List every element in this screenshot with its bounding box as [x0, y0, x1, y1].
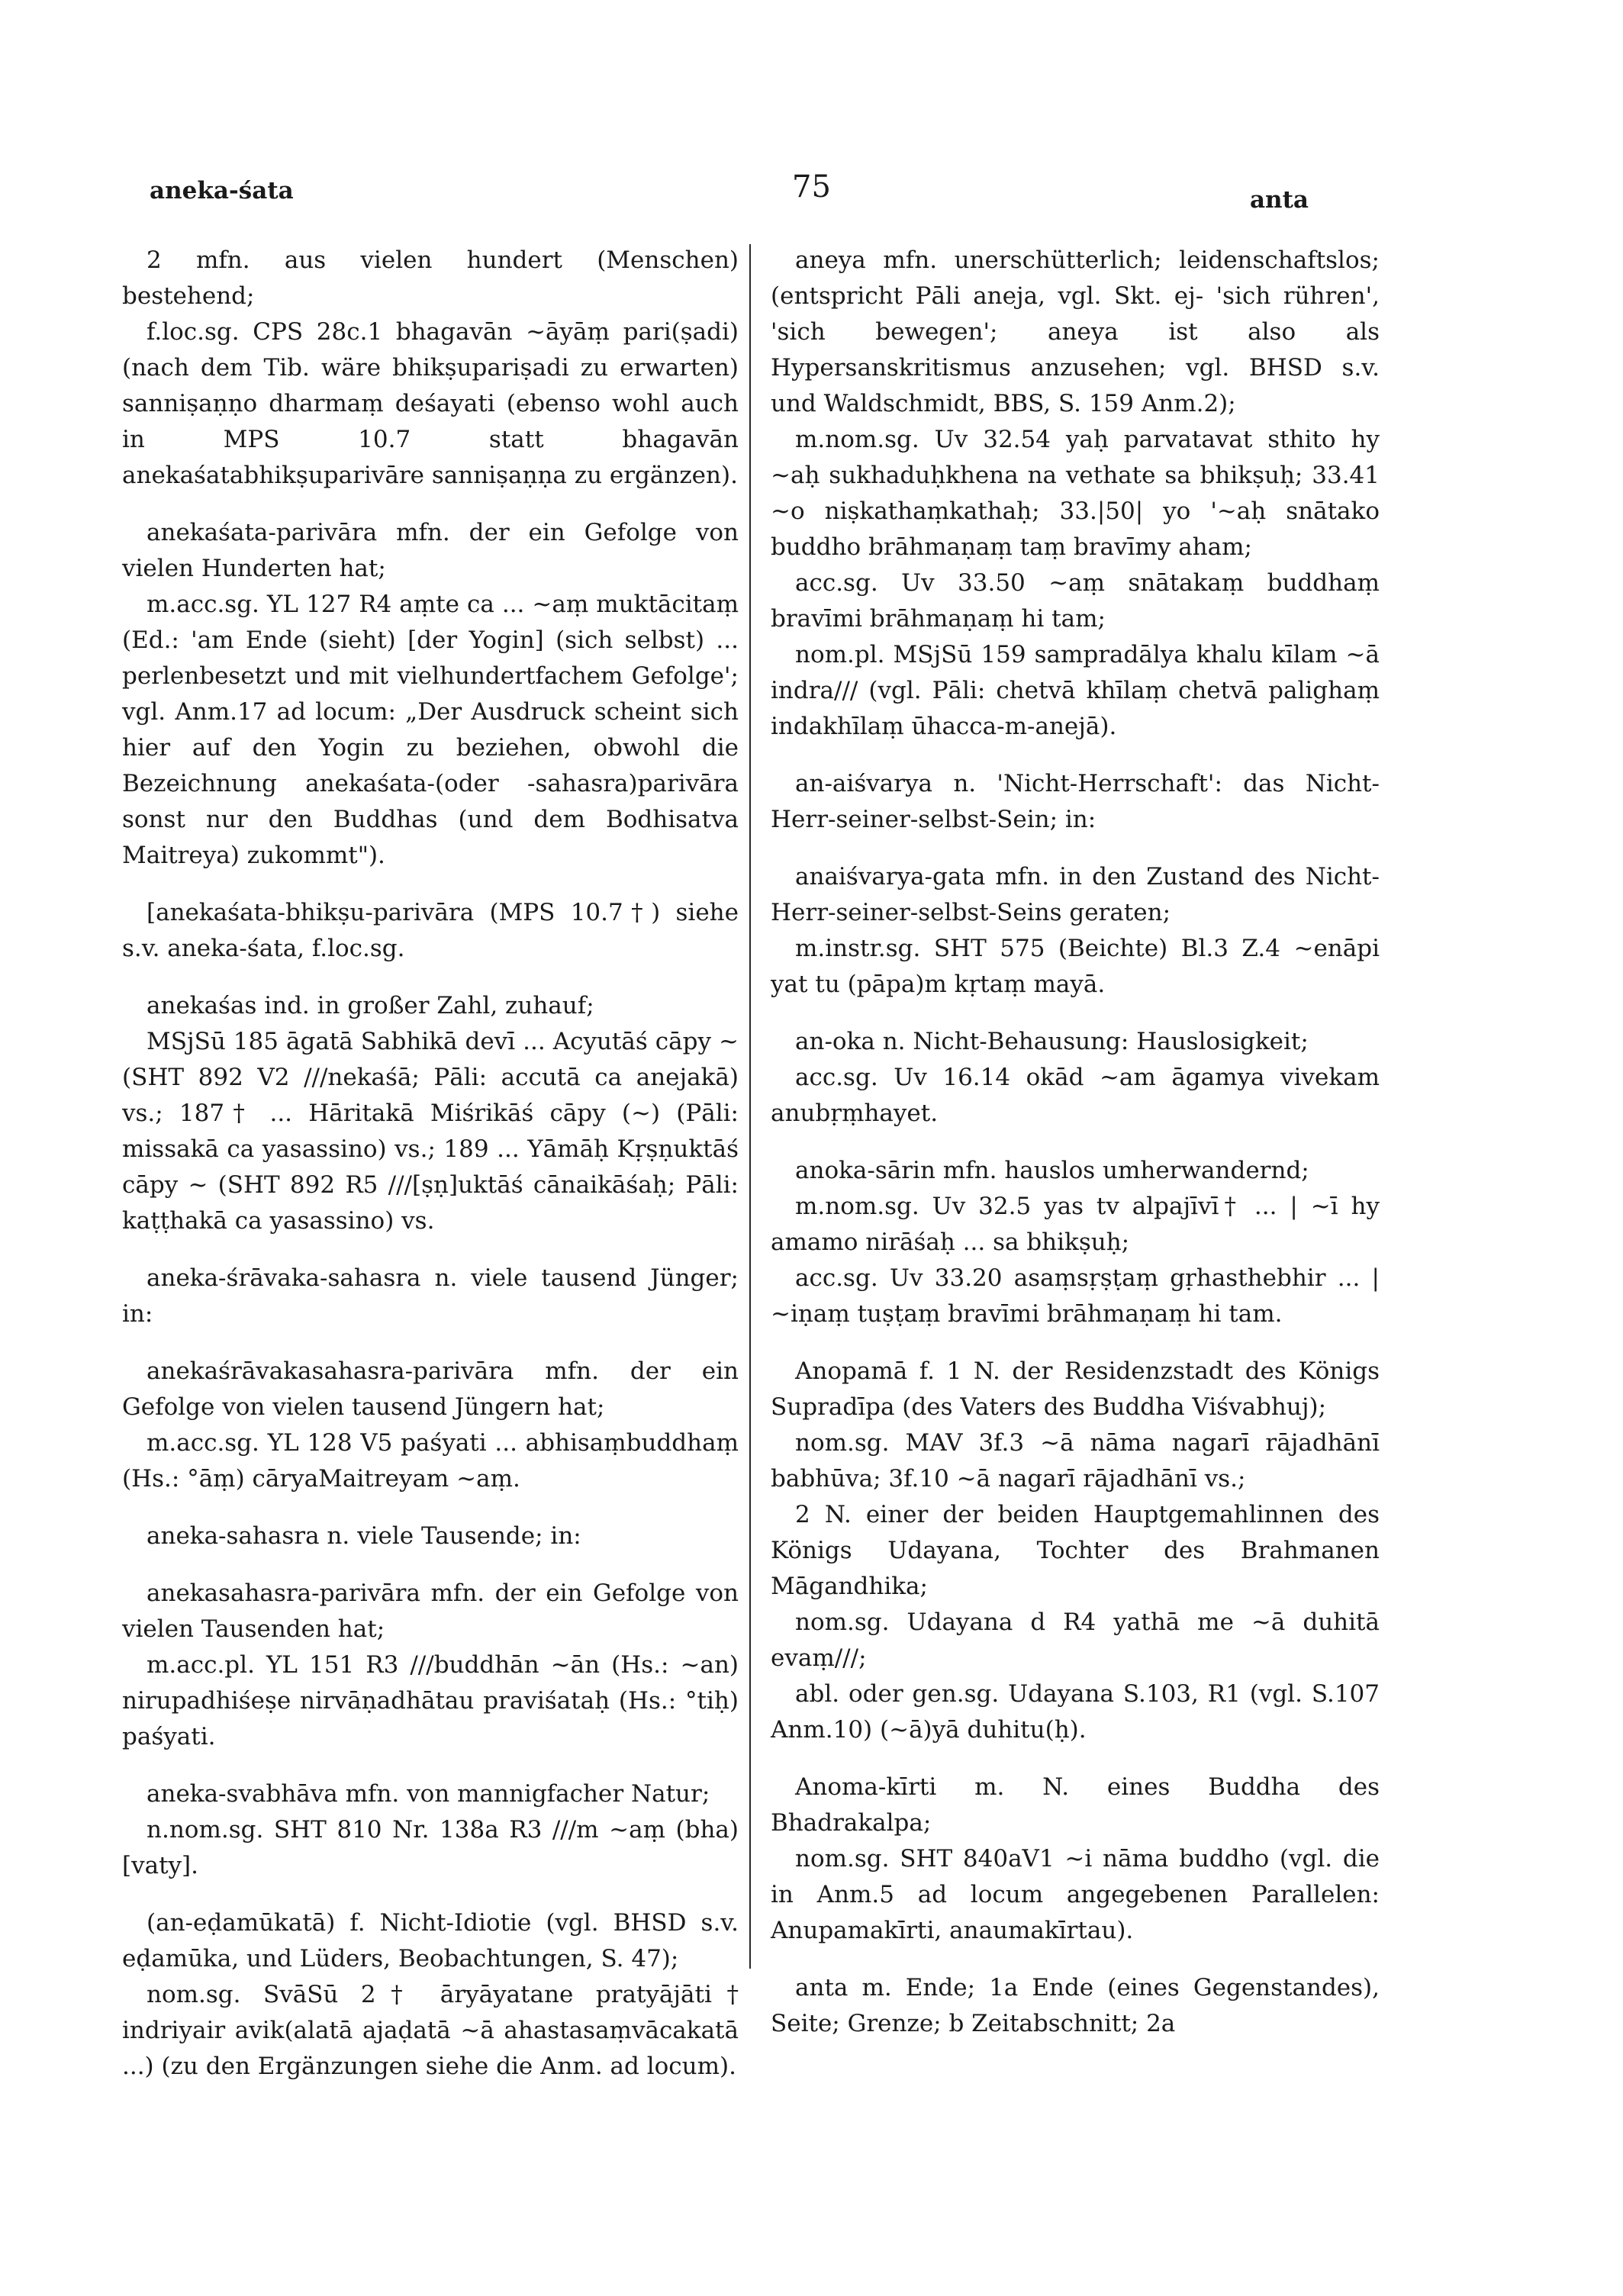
dictionary-entry — [771, 1970, 1380, 2042]
entry-line: acc.sg. Uv 33.50 ~aṃ snātakaṃ buddhaṃ bravīmi brāhmaṇaṃ hi tam; — [771, 569, 1380, 633]
entry-line: MSjSū 185 āgatā Sabhikā devī ... Acyutāś cāpy ~ (SHT 892 V2 ///nekaśā; Pāli: accutā ca anejakā) vs.; 187† ... Hāritakā Miśrikāś cāpy (~) (Pāli: missakā ca yasassino) vs.; 189 ... Yāmāḥ Kṛṣṇuktāś cāpy ~ (SHT 892 R5 ///[ṣṇ]uktāś cānaikāśaḥ; Pāli: kaṭṭhakā ca yasassino) vs. — [122, 1028, 739, 1235]
entry-headline: an-aiśvarya n. 'Nicht-Herrschaft': das Nicht-Herr-seiner-selbst-Sein; in: — [771, 770, 1380, 833]
dictionary-entry — [122, 1518, 739, 1554]
dictionary-entry — [122, 1576, 739, 1755]
entry-line: nom.sg. SvāSū 2† āryāyatane pratyājāti† indriyair avik(alatā ajaḍatā ~ā ahastasaṃvācakatā ...) (zu den Ergänzungen siehe die Anm. ad locum). — [122, 1981, 739, 2080]
entry-line: m.acc.sg. YL 127 R4 aṃte ca ... ~aṃ muktācitaṃ (Ed.: 'am Ende (sieht) [der Yogin] (sich selbst) ... perlenbesetzt und mit vielhundertfachem Gefolge'; vgl. Anm.17 ad locum: „Der Ausdruck scheint sich hier auf den Yogin zu beziehen, obwohl die Bezeichnung anekaśata-(oder -sahasra)parivāra sonst nur den Buddhas (und dem Bodhisatva Maitreya) zukommt"). — [122, 591, 739, 869]
entry-line: m.instr.sg. SHT 575 (Beichte) Bl.3 Z.4 ~enāpi yat tu (pāpa)m kṛtaṃ mayā. — [771, 935, 1380, 998]
page-number: 75 — [792, 169, 831, 204]
entry-line: acc.sg. Uv 16.14 okād ~am āgamya vivekam anubṛṃhayet. — [771, 1064, 1380, 1127]
dictionary-entry — [122, 1776, 739, 1884]
dictionary-entry — [122, 1905, 739, 2085]
dictionary-entry — [122, 1354, 739, 1497]
entry-line: f.loc.sg. CPS 28c.1 bhagavān ~āyāṃ pari(ṣadi) (nach dem Tib. wäre bhikṣupariṣadi zu erwarten) sanniṣaṇṇo dharmaṃ deśayati (ebenso wohl auch in MPS 10.7 statt bhagavān anekaśatabhikṣuparivāre sanniṣaṇṇa zu ergänzen). — [122, 318, 739, 489]
entry-headline: anekaśata-parivāra mfn. der ein Gefolge von vielen Hunderten hat; — [122, 519, 739, 582]
entry-headline: anta m. Ende; 1a Ende (eines Gegenstandes), Seite; Grenze; b Zeitabschnitt; 2a — [771, 1974, 1380, 2037]
entry-headline: aneka-śrāvaka-sahasra n. viele tausend Jünger; in: — [122, 1264, 739, 1328]
column-divider — [749, 244, 751, 1969]
entry-line: nom.sg. SHT 840aV1 ~i nāma buddho (vgl. die in Anm.5 ad locum angegebenen Parallelen: Anupamakīrti, anaumakīrtau). — [771, 1845, 1380, 1944]
entry-headline: aneka-svabhāva mfn. von mannigfacher Natur; — [147, 1780, 710, 1808]
dictionary-entry — [771, 766, 1380, 838]
entry-headline: anekasahasra-parivāra mfn. der ein Gefolge von vielen Tausenden hat; — [122, 1580, 739, 1643]
entry-line: nom.sg. MAV 3f.3 ~ā nāma nagarī rājadhānī babhūva; 3f.10 ~ā nagarī rājadhānī vs.; — [771, 1429, 1380, 1493]
entry-line: nom.pl. MSjSū 159 sampradālya khalu kīlam ~ā indra/// (vgl. Pāli: chetvā khīlaṃ chetvā palighaṃ indakhīlaṃ ūhacca-m-anejā). — [771, 641, 1380, 740]
entry-line: n.nom.sg. SHT 810 Nr. 138a R3 ///m ~aṃ (bha)[vaty]. — [122, 1816, 739, 1879]
dictionary-entry — [771, 859, 1380, 1003]
dictionary-entry — [771, 243, 1380, 745]
entry-headline: [anekaśata-bhikṣu-parivāra (MPS 10.7†) siehe s.v. aneka-śata, f.loc.sg. — [122, 899, 739, 962]
entry-headline: Anoma-kīrti m. N. eines Buddha des Bhadrakalpa; — [771, 1773, 1380, 1837]
dictionary-entry — [771, 1153, 1380, 1332]
dictionary-entry — [771, 1769, 1380, 1949]
left-column — [122, 243, 739, 2106]
entry-line: m.acc.pl. YL 151 R3 ///buddhān ~ān (Hs.: ~an) nirupadhiśeṣe nirvāṇadhātau praviśataḥ (Hs.: °tiḥ) paśyati. — [122, 1651, 739, 1750]
dictionary-entry — [771, 1354, 1380, 1748]
entry-headline: aneya mfn. unerschütterlich; leidenschaftslos; (entspricht Pāli aneja, vgl. Skt. ej- 'sich rühren', 'sich bewegen'; aneya ist also als Hypersanskritismus anzusehen; vgl. BHSD s.v. und Waldschmidt, BBS, S. 159 Anm.2); — [771, 246, 1380, 417]
entry-headline: aneka-sahasra n. viele Tausende; in: — [147, 1522, 581, 1550]
entry-headline: 2 mfn. aus vielen hundert (Menschen) bestehend; — [122, 246, 739, 310]
running-head-left: aneka-śata — [150, 177, 294, 204]
right-column — [771, 243, 1380, 2063]
entry-headline: (an-eḍamūkatā) f. Nicht-Idiotie (vgl. BHSD s.v. eḍamūka, und Lüders, Beobachtungen, S. 47); — [122, 1909, 739, 1972]
running-head-right: anta — [1249, 186, 1309, 214]
entry-line: abl. oder gen.sg. Udayana S.103, R1 (vgl. S.107 Anm.10) (~ā)yā duhitu(ḥ). — [771, 1680, 1380, 1744]
dictionary-entry — [122, 988, 739, 1239]
entry-headline: anaiśvarya-gata mfn. in den Zustand des Nicht-Herr-seiner-selbst-Seins geraten; — [771, 863, 1380, 926]
entry-line: m.nom.sg. Uv 32.5 yas tv alpajīvī† ... | ~ī hy amamo nirāśaḥ ... sa bhikṣuḥ; — [771, 1193, 1380, 1256]
entry-line: nom.sg. Udayana d R4 yathā me ~ā duhitā evaṃ///; — [771, 1608, 1380, 1672]
entry-headline: anekaśrāvakasahasra-parivāra mfn. der ein Gefolge von vielen tausend Jüngern hat; — [122, 1357, 739, 1421]
entry-headline: anoka-sārin mfn. hauslos umherwandernd; — [795, 1157, 1309, 1184]
entry-headline: an-oka n. Nicht-Behausung: Hauslosigkeit; — [795, 1028, 1309, 1055]
dictionary-entry — [771, 1024, 1380, 1132]
dictionary-entry — [122, 895, 739, 967]
entry-line: 2 N. einer der beiden Hauptgemahlinnen des Königs Udayana, Tochter des Brahmanen Māgandhika; — [771, 1501, 1380, 1600]
entry-headline: anekaśas ind. in großer Zahl, zuhauf; — [147, 992, 594, 1019]
entry-line: m.nom.sg. Uv 32.54 yaḥ parvatavat sthito hy ~aḥ sukhaduḥkhena na vethate sa bhikṣuḥ; 33.41 ~o niṣkathaṃkathaḥ; 33.|50| yo '~aḥ snātako buddho brāhmaṇaṃ taṃ bravīmy aham; — [771, 426, 1380, 561]
entry-line: acc.sg. Uv 33.20 asaṃsṛṣṭaṃ gṛhasthebhir ... | ~iṇaṃ tuṣṭaṃ bravīmi brāhmaṇaṃ hi tam. — [771, 1264, 1380, 1328]
dictionary-entry — [122, 1261, 739, 1332]
dictionary-entry — [122, 243, 739, 494]
entry-line: m.acc.sg. YL 128 V5 paśyati ... abhisaṃbuddhaṃ (Hs.: °āṃ) cāryaMaitreyam ~aṃ. — [122, 1429, 739, 1493]
entry-headline: Anopamā f. 1 N. der Residenzstadt des Königs Supradīpa (des Vaters des Buddha Viśvabhuj); — [771, 1357, 1380, 1421]
dictionary-entry — [122, 515, 739, 874]
